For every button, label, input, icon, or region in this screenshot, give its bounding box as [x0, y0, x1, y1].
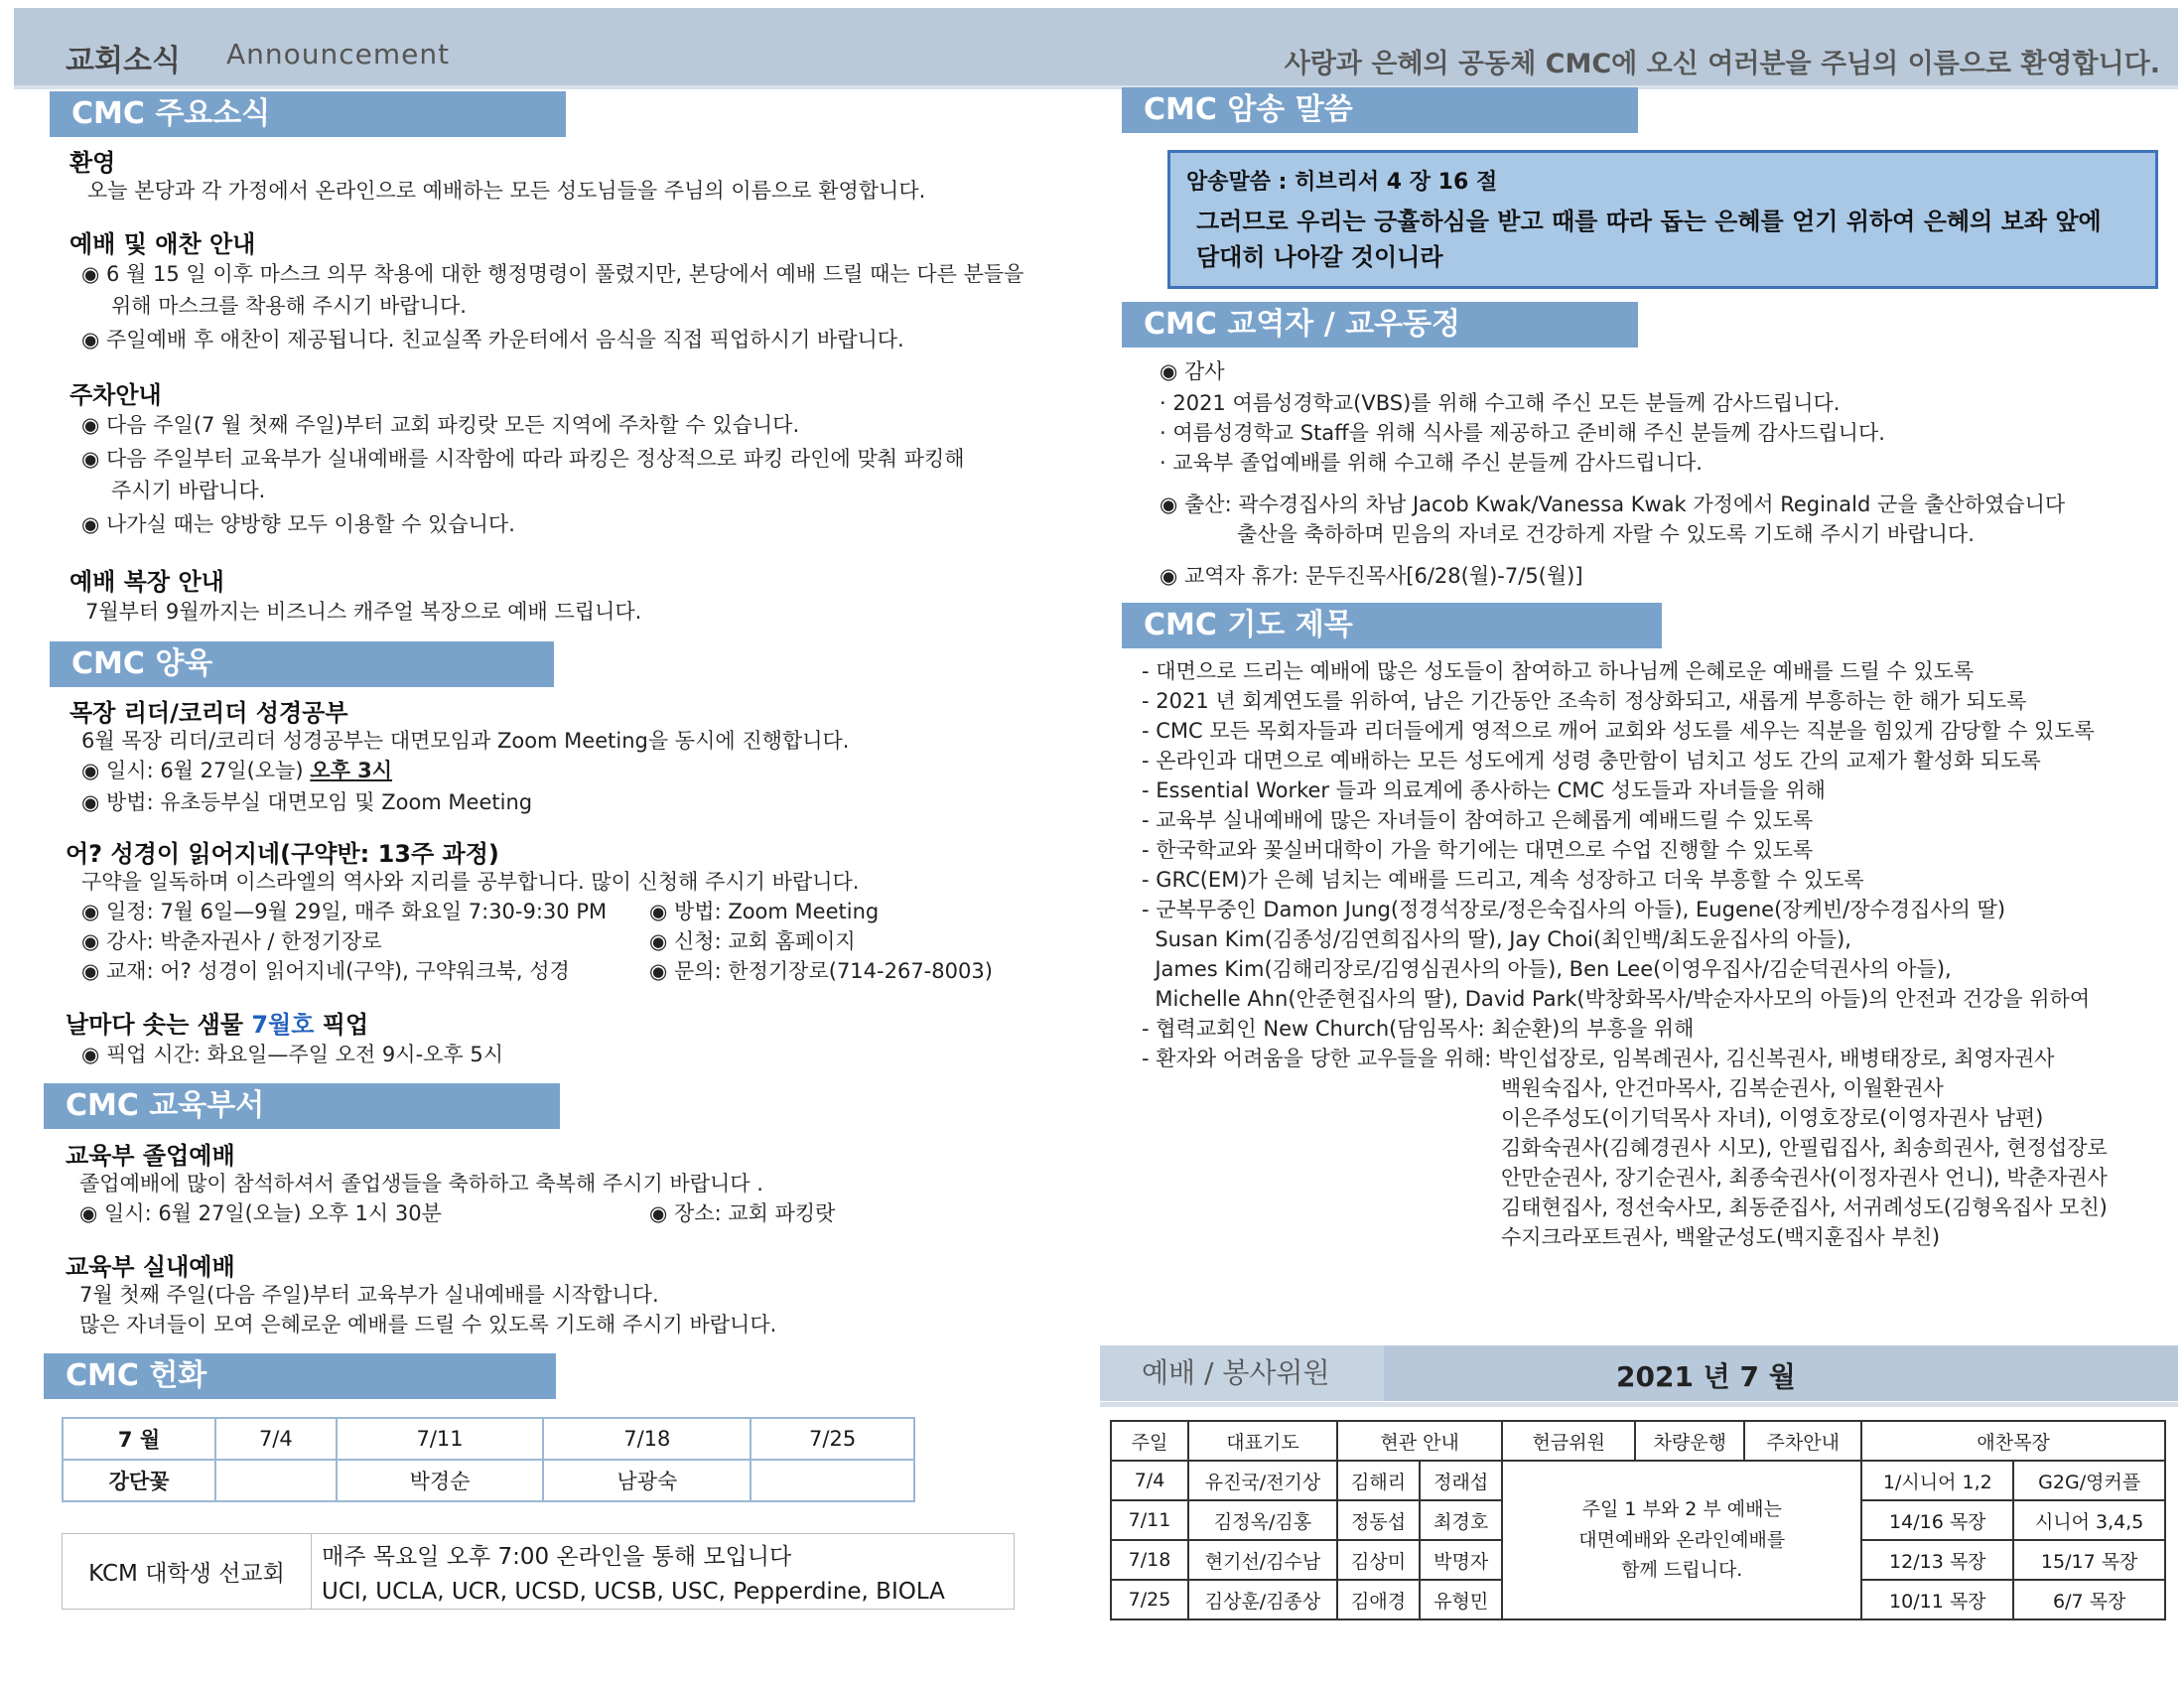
- verse-line: 그러므로 우리는 긍휼하심을 받고 때를 따라 돕는 은혜를 얻기 위하여 은혜의 보좌 앞에: [1196, 208, 2102, 235]
- ot-class-title: 어? 성경이 읽어지네(구약반: 13주 과정): [66, 840, 499, 868]
- meal-cell: 14/16 목장: [1861, 1500, 2013, 1540]
- flower-table: [62, 1417, 915, 1502]
- pastor-leave: ◉ 교역자 휴가: 문두진목사[6/28(월)-7/5(월)]: [1160, 564, 1583, 589]
- thanks-title: ◉ 감사: [1160, 359, 1225, 384]
- grad-date: ◉ 일시: 6월 27일(오늘) 오후 1시 30분: [79, 1201, 442, 1226]
- edu-header: CMC 양육: [50, 641, 554, 687]
- meal-cell: G2G/영커플: [2013, 1461, 2165, 1500]
- kcm-line2: UCI, UCLA, UCR, UCSD, UCSB, USC, Pepperdine, BIOLA: [312, 1575, 1015, 1610]
- dress-title: 예배 복장 안내: [69, 568, 224, 596]
- kcm-name: KCM 대학생 선교회: [63, 1534, 312, 1610]
- note-line: 함께 드립니다.: [1621, 1559, 1743, 1582]
- name-cell: [215, 1460, 337, 1501]
- prayer-cell: 유진국/전기상: [1188, 1461, 1337, 1500]
- service-label: 예배 / 봉사위원: [1100, 1345, 1384, 1401]
- prayer-item: - 한국학교와 꽃실버대학이 가을 학기에는 대면으로 수업 진행할 수 있도록: [1142, 838, 1814, 862]
- meal-cell: 1/시니어 1,2: [1861, 1461, 2013, 1500]
- prayer-patient-list: 이은주성도(이기덕목사 자녀), 이영호장로(이영자권사 남편): [1501, 1106, 2044, 1130]
- note-line: 대면예배와 온라인예배를: [1578, 1528, 1786, 1551]
- dept-header: CMC 교육부서: [44, 1083, 560, 1129]
- parking-item: ◉ 나가실 때는 양방향 모두 이용할 수 있습니다.: [81, 512, 515, 537]
- date-cell: 7/25: [751, 1418, 914, 1460]
- prayer-cell: 김상훈/김종상: [1188, 1580, 1337, 1619]
- table-row: [63, 1534, 1015, 1576]
- col-header: 대표기도: [1188, 1421, 1337, 1461]
- ot-teacher: ◉ 강사: 박춘자권사 / 한정기장로: [81, 929, 382, 954]
- name-cell: 남광숙: [543, 1460, 751, 1501]
- table-row: [63, 1460, 914, 1501]
- col-header: 현관 안내: [1337, 1421, 1502, 1461]
- section-title: 교회소식: [66, 44, 181, 78]
- birth-news: ◉ 출산: 곽수경집사의 차남 Jacob Kwak/Vanessa Kwak 가정에서 Reginald 군을 출산하였습니다: [1160, 492, 2065, 517]
- usher-cell: 최경호: [1420, 1500, 1502, 1540]
- date-cell: 7/18: [543, 1418, 751, 1460]
- prayer-patient-list: 김태현집사, 정선숙사모, 최동준집사, 서귀례성도(김형옥집사 모친): [1501, 1196, 2108, 1219]
- banner-rule: [1100, 1402, 2178, 1407]
- col-header: 주차안내: [1744, 1421, 1861, 1461]
- worship-item-cont: 위해 마스크를 착용해 주시기 바랍니다.: [111, 294, 467, 318]
- welcome-text: 오늘 본당과 각 가정에서 온라인으로 예배하는 모든 성도님들을 주님의 이름으로 환영합니다.: [87, 179, 926, 203]
- parking-item: ◉ 다음 주일(7 월 첫째 주일)부터 교회 파킹랏 모든 지역에 주차할 수 있습니다.: [81, 413, 799, 438]
- prayer-item-cont: James Kim(김해리장로/김영심권사의 아들), Ben Lee(이영우집사/김순덕권사의 아들),: [1142, 957, 1952, 981]
- memory-verse-box: [1167, 150, 2158, 289]
- spring-title: [66, 1005, 368, 1040]
- prayer-item: - 온라인과 대면으로 예배하는 모든 성도에게 성령 충만함이 넘치고 성도 간의 교제가 활성화 되도록: [1142, 749, 2041, 773]
- name-cell: 박경순: [337, 1460, 544, 1501]
- date-cell: 7/11: [1111, 1500, 1188, 1540]
- date-cell: 7/11: [337, 1418, 544, 1460]
- prayer-item: - 교육부 실내예배에 많은 자녀들이 참여하고 은혜롭게 예배드릴 수 있도록: [1142, 808, 1814, 832]
- usher-cell: 김해리: [1337, 1461, 1420, 1500]
- table-row: [1111, 1461, 2165, 1500]
- prayer-item: - CMC 모든 목회자들과 리더들에게 영적으로 깨어 교회와 성도를 세우는 직분을 힘있게 감당할 수 있도록: [1142, 719, 2095, 743]
- date-cell: 7/4: [1111, 1461, 1188, 1500]
- usher-cell: 김애경: [1337, 1580, 1420, 1619]
- verse-line: 담대히 나아갈 것이니라: [1196, 243, 1443, 271]
- meal-cell: 시니어 3,4,5: [2013, 1500, 2165, 1540]
- kcm-box: [62, 1533, 1015, 1610]
- indoor-text: 7월 첫째 주일(다음 주일)부터 교육부가 실내예배를 시작합니다.: [79, 1283, 659, 1307]
- prayer-item: - 대면으로 드리는 예배에 많은 성도들이 참여하고 하나님께 은혜로운 예배를 드릴 수 있도록: [1142, 659, 1975, 683]
- thanks-item: · 2021 여름성경학교(VBS)를 위해 수고해 주신 모든 분들께 감사드립니다.: [1160, 391, 1841, 415]
- flower-header: CMC 헌화: [44, 1353, 556, 1399]
- indoor-title: 교육부 실내예배: [66, 1253, 235, 1281]
- banner-rule: [14, 85, 2178, 89]
- staff-header: CMC 교역자 / 교우동정: [1122, 302, 1638, 348]
- usher-cell: 김상미: [1337, 1540, 1420, 1580]
- spring-title-c: 픽업: [314, 1011, 369, 1039]
- service-note: [1502, 1461, 1861, 1619]
- col-header: 주일: [1111, 1421, 1188, 1461]
- usher-cell: 유형민: [1420, 1580, 1502, 1619]
- col-header: 헌금위원: [1502, 1421, 1635, 1461]
- name-cell: [751, 1460, 914, 1501]
- parking-item-cont: 주시기 바랍니다.: [111, 479, 266, 502]
- ot-method: ◉ 방법: Zoom Meeting: [649, 900, 879, 924]
- bible-study-date: [81, 759, 392, 783]
- prayer-item-cont: Michelle Ahn(안준현집사의 딸), David Park(박창화목사/박순자사모의 아들)의 안전과 건강을 위하여: [1142, 987, 2091, 1011]
- table-header-row: [1111, 1421, 2165, 1461]
- kcm-line1: 매주 목요일 오후 7:00 온라인을 통해 모입니다: [312, 1534, 1015, 1576]
- worship-title: 예배 및 애찬 안내: [69, 230, 256, 258]
- worship-item: ◉ 주일예배 후 애찬이 제공됩니다. 친교실쪽 카운터에서 음식을 직접 픽업하시기 바랍니다.: [81, 328, 904, 352]
- ot-apply: ◉ 신청: 교회 홈페이지: [649, 929, 856, 954]
- top-banner: [14, 8, 2178, 85]
- usher-cell: 정래섭: [1420, 1461, 1502, 1500]
- dress-text: 7월부터 9월까지는 비즈니스 캐주얼 복장으로 예배 드립니다.: [85, 600, 642, 624]
- row-label: 강단꽃: [63, 1460, 215, 1501]
- ot-contact: ◉ 문의: 한정기장로(714-267-8003): [649, 959, 993, 984]
- welcome-title: 환영: [69, 149, 116, 177]
- prayer-cell: 김정옥/김홍: [1188, 1500, 1337, 1540]
- date-cell: 7/18: [1111, 1540, 1188, 1580]
- verse-reference: 암송말씀 : 히브리서 4 장 16 절: [1186, 170, 1498, 195]
- prayer-patient-list: 김화숙권사(김혜경권사 시모), 안필립집사, 최송희권사, 현정섭장로: [1501, 1136, 2108, 1160]
- prayer-item: - GRC(EM)가 은혜 넘치는 예배를 드리고, 계속 성장하고 더욱 부흥할 수 있도록: [1142, 868, 1864, 892]
- service-table: [1110, 1420, 2166, 1620]
- date-time: 오후 3시: [310, 759, 393, 782]
- date-cell: 7/4: [215, 1418, 337, 1460]
- service-month: 2021 년 7 월: [1616, 1360, 1796, 1393]
- ot-class-text: 구약을 일독하며 이스라엘의 역사와 지리를 공부합니다. 많이 신청해 주시기 바랍니다.: [81, 870, 860, 894]
- service-banner: [1100, 1345, 2178, 1401]
- grad-title: 교육부 졸업예배: [66, 1142, 235, 1170]
- prayer-header: CMC 기도 제목: [1122, 603, 1662, 648]
- spring-title-issue: 7월호: [251, 1011, 315, 1039]
- date-label: 일시: 6월 27일(오늘): [106, 759, 311, 782]
- meal-cell: 15/17 목장: [2013, 1540, 2165, 1580]
- date-cell: 7/25: [1111, 1580, 1188, 1619]
- news-header: CMC 주요소식: [50, 91, 566, 137]
- prayer-item: - Essential Worker 들과 의료계에 종사하는 CMC 성도들과 자녀들을 위해: [1142, 778, 1826, 802]
- parking-item: ◉ 다음 주일부터 교육부가 실내예배를 시작함에 따라 파킹은 정상적으로 파킹 라인에 맞춰 파킹해: [81, 447, 965, 472]
- usher-cell: 박명자: [1420, 1540, 1502, 1580]
- bible-study-title: 목장 리더/코리더 성경공부: [69, 699, 348, 727]
- prayer-item-cont: Susan Kim(김종성/김연희집사의 딸), Jay Choi(최인백/최도윤집사의 아들),: [1142, 927, 1851, 951]
- section-subtitle: Announcement: [226, 38, 451, 70]
- meal-cell: 12/13 목장: [1861, 1540, 2013, 1580]
- grad-text: 졸업예배에 많이 참석하셔서 졸업생들을 축하하고 축복해 주시기 바랍니다 .: [79, 1172, 763, 1196]
- prayer-item: - 2021 년 회계연도를 위하여, 남은 기간동안 조속히 정상화되고, 새롭게 부흥하는 한 해가 되도록: [1142, 689, 2027, 713]
- grad-place: ◉ 장소: 교회 파킹랏: [649, 1201, 835, 1226]
- table-row: [63, 1418, 914, 1460]
- ot-books: ◉ 교재: 어? 성경이 읽어지네(구약), 구약워크북, 성경: [81, 959, 570, 984]
- spring-title-a: 날마다 솟는 샘물: [66, 1011, 252, 1039]
- usher-cell: 정동섭: [1337, 1500, 1420, 1540]
- birth-news-cont: 출산을 축하하며 믿음의 자녀로 건강하게 자랄 수 있도록 기도해 주시기 바랍니다.: [1237, 522, 1975, 546]
- welcome-banner: 사랑과 은혜의 공동체 CMC에 오신 여러분을 주님의 이름으로 환영합니다.: [1284, 49, 2160, 79]
- spring-pickup: ◉ 픽업 시간: 화요일—주일 오전 9시-오후 5시: [81, 1043, 503, 1067]
- col-header: 차량운행: [1635, 1421, 1744, 1461]
- verse-header: CMC 암송 말씀: [1122, 87, 1638, 133]
- bible-study-text: 6월 목장 리더/코리더 성경공부는 대면모임과 Zoom Meeting을 동시에 진행합니다.: [81, 729, 850, 753]
- prayer-item: - 협력교회인 New Church(담임목사: 최순환)의 부흥을 위해: [1142, 1017, 1695, 1041]
- meal-cell: 10/11 목장: [1861, 1580, 2013, 1619]
- prayer-item: - 환자와 어려움을 당한 교우들을 위해: 박인섭장로, 임복례권사, 김신복권사, 배병태장로, 최영자권사: [1142, 1047, 2055, 1070]
- bible-study-method: ◉ 방법: 유초등부실 대면모임 및 Zoom Meeting: [81, 790, 532, 815]
- ot-schedule: ◉ 일정: 7월 6일—9월 29일, 매주 화요일 7:30-9:30 PM: [81, 900, 607, 924]
- prayer-patient-list: 백원숙집사, 안건마목사, 김복순권사, 이월환권사: [1501, 1076, 1944, 1100]
- month-cell: 7 월: [63, 1418, 215, 1460]
- prayer-patient-list: 수지크라포트권사, 백왈군성도(백지훈집사 부친): [1501, 1225, 1941, 1249]
- thanks-item: · 교육부 졸업예배를 위해 수고해 주신 분들께 감사드립니다.: [1160, 451, 1703, 475]
- note-line: 주일 1 부와 2 부 예배는: [1581, 1498, 1782, 1521]
- col-header: 애찬목장: [1861, 1421, 2165, 1461]
- worship-item: ◉ 6 월 15 일 이후 마스크 의무 착용에 대한 행정명령이 풀렸지만, 본당에서 예배 드릴 때는 다른 분들을: [81, 262, 1024, 287]
- thanks-item: · 여름성경학교 Staff을 위해 식사를 제공하고 준비해 주신 분들께 감사드립니다.: [1160, 421, 1885, 445]
- prayer-item: - 군복무중인 Damon Jung(정경석장로/정은숙집사의 아들), Eugene(장케빈/장수경집사의 딸): [1142, 898, 2006, 921]
- prayer-cell: 현기선/김수남: [1188, 1540, 1337, 1580]
- prayer-patient-list: 안만순권사, 장기순권사, 최종숙권사(이정자권사 언니), 박춘자권사: [1501, 1166, 2108, 1190]
- parking-title: 주차안내: [69, 381, 162, 409]
- meal-cell: 6/7 목장: [2013, 1580, 2165, 1619]
- indoor-text: 많은 자녀들이 모여 은혜로운 예배를 드릴 수 있도록 기도해 주시기 바랍니다.: [79, 1313, 777, 1336]
